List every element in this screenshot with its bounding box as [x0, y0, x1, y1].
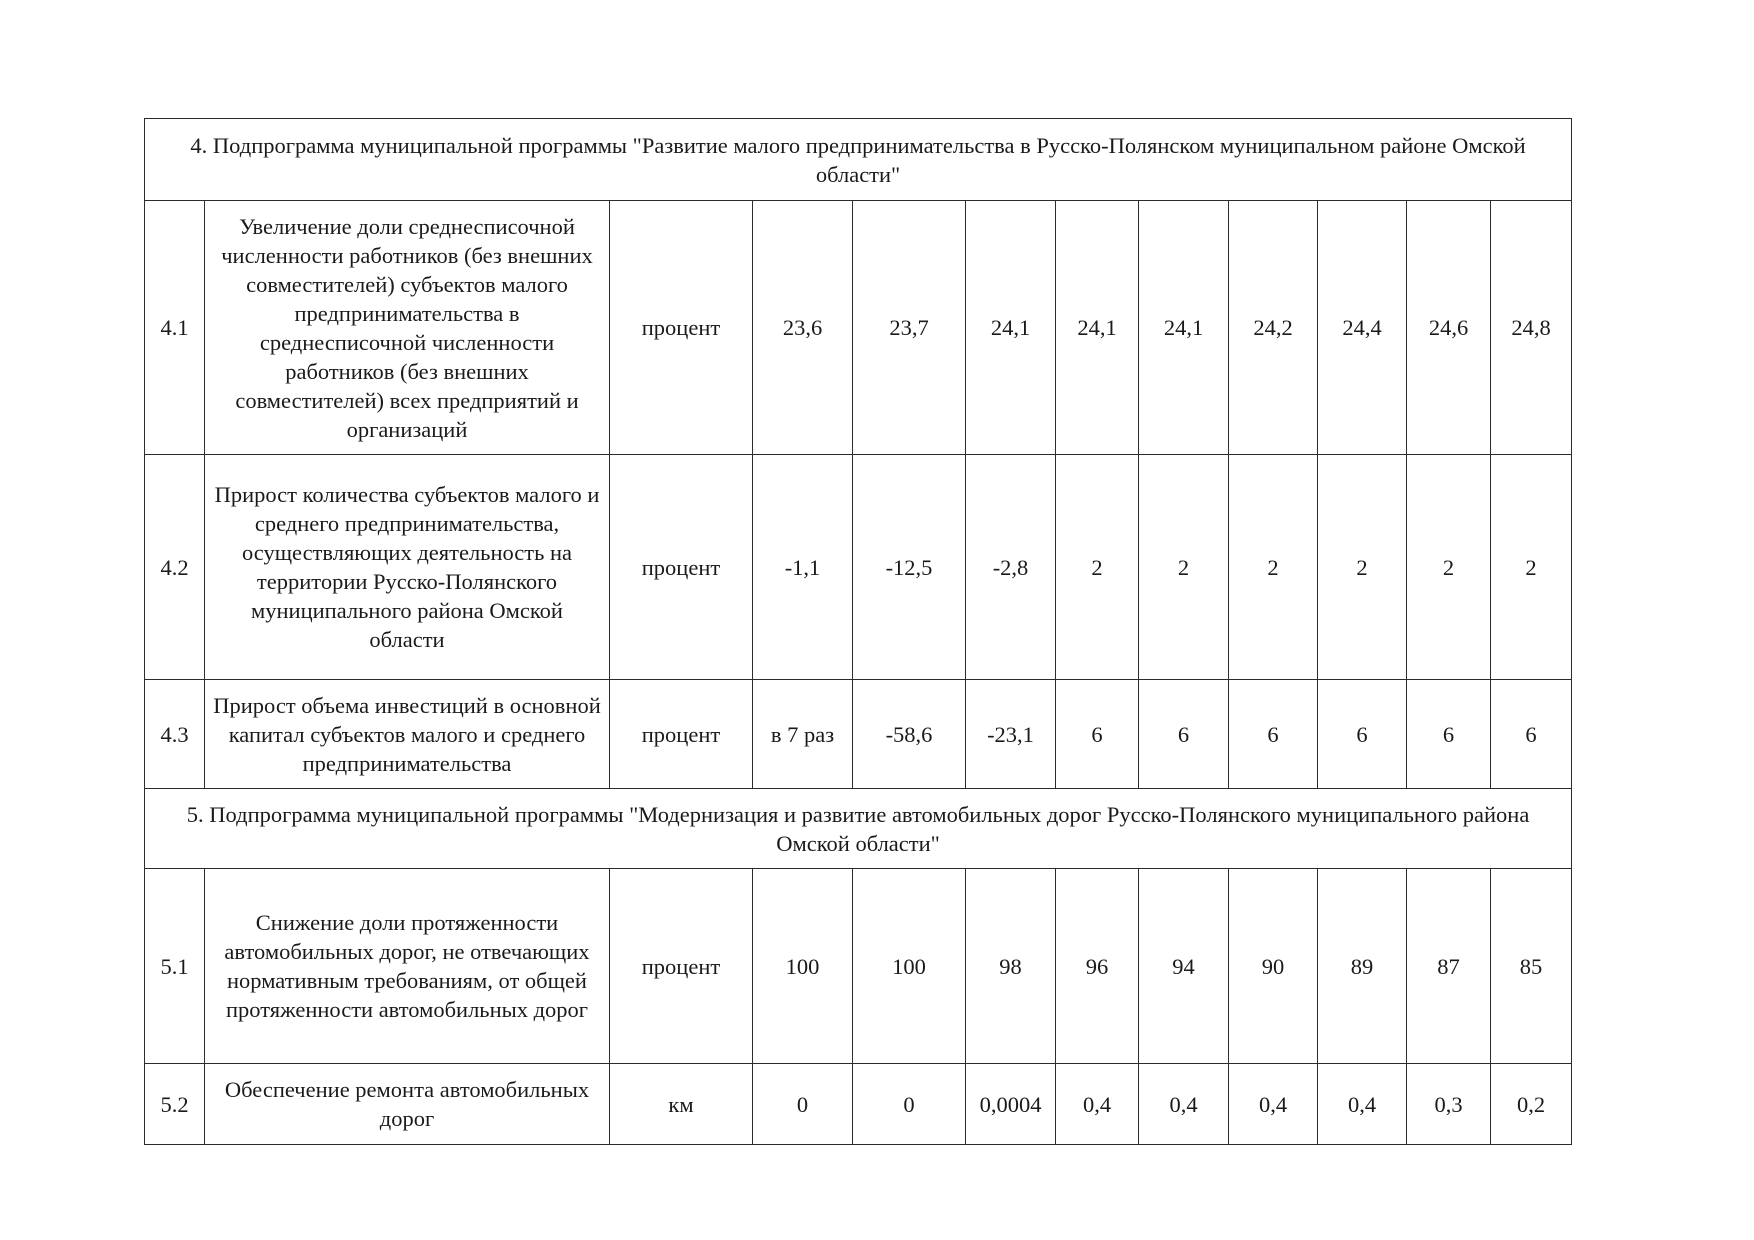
value-cell: 0,4: [1056, 1064, 1139, 1145]
indicator-description: Прирост количества субъектов малого и среднего предпринимательства, осуществляющих деятельность на территории Русско-Полянского муниципального района Омской области: [205, 455, 610, 680]
value-cell: 0,4: [1229, 1064, 1318, 1145]
value-cell: 6: [1056, 680, 1139, 789]
value-cell: 98: [966, 869, 1056, 1064]
value-cell: 6: [1139, 680, 1229, 789]
value-cell: 24,1: [966, 201, 1056, 455]
unit-cell: процент: [610, 680, 753, 789]
table-row: [145, 201, 1572, 455]
value-cell: 90: [1229, 869, 1318, 1064]
indicator-description: Увеличение доли среднесписочной численности работников (без внешних совместителей) субъектов малого предпринимательства в среднесписочной численности работников (без внешних совместителей) всех предприятий и организаций: [205, 201, 610, 455]
table-row: [145, 869, 1572, 1064]
section-header-row: [145, 119, 1572, 201]
value-cell: 0,3: [1407, 1064, 1491, 1145]
value-cell: 2: [1491, 455, 1572, 680]
value-cell: -23,1: [966, 680, 1056, 789]
value-cell: -1,1: [753, 455, 853, 680]
value-cell: в 7 раз: [753, 680, 853, 789]
table-row: [145, 455, 1572, 680]
value-cell: 0,4: [1139, 1064, 1229, 1145]
indicators-table: [144, 118, 1572, 1145]
indicator-description: Прирост объема инвестиций в основной капитал субъектов малого и среднего предпринимательства: [205, 680, 610, 789]
value-cell: -2,8: [966, 455, 1056, 680]
unit-cell: процент: [610, 455, 753, 680]
row-number: 4.1: [145, 201, 205, 455]
row-number: 4.3: [145, 680, 205, 789]
value-cell: 0,4: [1318, 1064, 1407, 1145]
value-cell: 24,1: [1056, 201, 1139, 455]
section-title: 4. Подпрограмма муниципальной программы "Развитие малого предпринимательства в Русско-Полянском муниципальном районе Омской области": [145, 119, 1572, 201]
value-cell: 0: [753, 1064, 853, 1145]
value-cell: 0: [853, 1064, 966, 1145]
value-cell: 2: [1229, 455, 1318, 680]
row-number: 5.2: [145, 1064, 205, 1145]
indicator-description: Обеспечение ремонта автомобильных дорог: [205, 1064, 610, 1145]
value-cell: 94: [1139, 869, 1229, 1064]
value-cell: -12,5: [853, 455, 966, 680]
value-cell: 24,4: [1318, 201, 1407, 455]
value-cell: 96: [1056, 869, 1139, 1064]
table-row: [145, 680, 1572, 789]
value-cell: 2: [1139, 455, 1229, 680]
value-cell: 6: [1318, 680, 1407, 789]
value-cell: 100: [853, 869, 966, 1064]
value-cell: 6: [1491, 680, 1572, 789]
value-cell: 24,2: [1229, 201, 1318, 455]
value-cell: 87: [1407, 869, 1491, 1064]
value-cell: 2: [1407, 455, 1491, 680]
value-cell: 85: [1491, 869, 1572, 1064]
section-title: 5. Подпрограмма муниципальной программы "Модернизация и развитие автомобильных дорог Русско-Полянского муниципального района Омской области": [145, 789, 1572, 869]
value-cell: 2: [1056, 455, 1139, 680]
unit-cell: процент: [610, 201, 753, 455]
value-cell: 6: [1229, 680, 1318, 789]
value-cell: 24,1: [1139, 201, 1229, 455]
value-cell: 24,6: [1407, 201, 1491, 455]
value-cell: 23,6: [753, 201, 853, 455]
row-number: 5.1: [145, 869, 205, 1064]
value-cell: -58,6: [853, 680, 966, 789]
value-cell: 6: [1407, 680, 1491, 789]
value-cell: 24,8: [1491, 201, 1572, 455]
indicator-description: Снижение доли протяженности автомобильных дорог, не отвечающих нормативным требованиям, от общей протяженности автомобильных дорог: [205, 869, 610, 1064]
table-row: [145, 1064, 1572, 1145]
section-header-row: [145, 789, 1572, 869]
row-number: 4.2: [145, 455, 205, 680]
value-cell: 23,7: [853, 201, 966, 455]
value-cell: 89: [1318, 869, 1407, 1064]
value-cell: 0,2: [1491, 1064, 1572, 1145]
unit-cell: км: [610, 1064, 753, 1145]
value-cell: 100: [753, 869, 853, 1064]
unit-cell: процент: [610, 869, 753, 1064]
value-cell: 0,0004: [966, 1064, 1056, 1145]
value-cell: 2: [1318, 455, 1407, 680]
